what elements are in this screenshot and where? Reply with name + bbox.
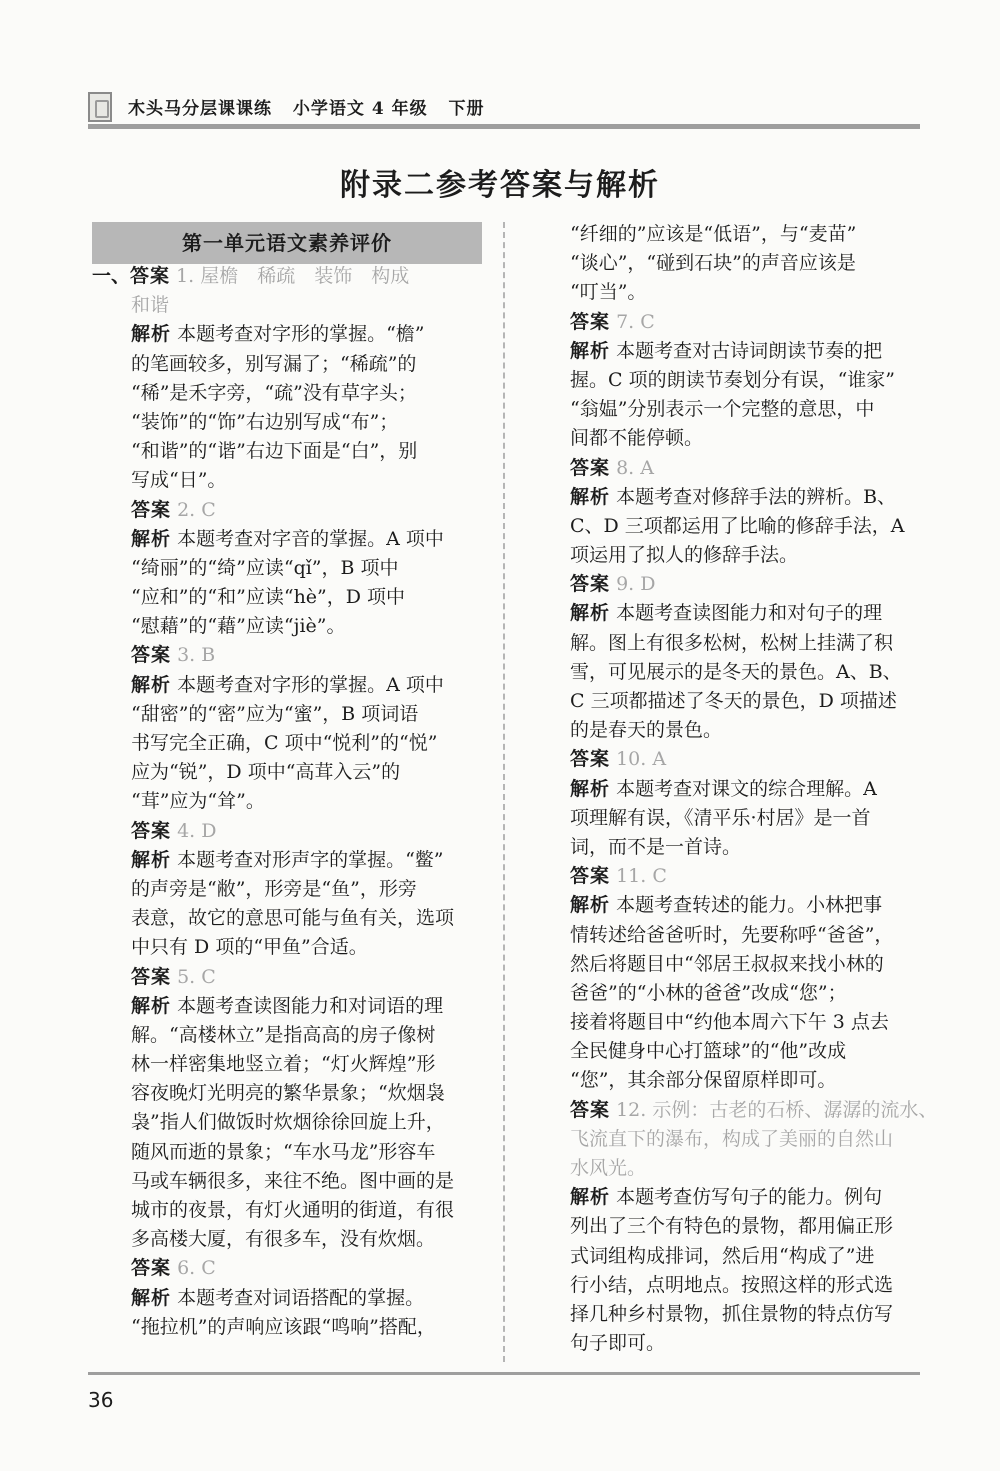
text-line <box>92 1225 487 1254</box>
body-text: 多高楼大厦，有很多车，没有炊烟。 <box>131 1228 436 1251</box>
answer-label: 答案 <box>131 965 172 988</box>
book-logo-icon <box>88 92 112 122</box>
body-text: 择几种乡村景物，抓住景物的特点仿写 <box>570 1302 894 1325</box>
answer-value-continued: 和谐 <box>131 294 170 317</box>
text-line <box>570 775 926 804</box>
text-line <box>570 1271 926 1300</box>
text-line <box>92 904 487 933</box>
text-line <box>92 612 487 641</box>
body-text: “茸”应为“耸”。 <box>131 790 265 813</box>
answer-value: 2. C <box>177 498 216 521</box>
answer-value-continued: 飞流直下的瀑布，构成了美丽的自然山 <box>570 1127 894 1150</box>
body-text: 间都不能停顿。 <box>570 427 704 450</box>
text-line <box>570 658 926 687</box>
answer-value: 6. C <box>177 1257 216 1280</box>
text-line <box>92 320 487 349</box>
section-number: 一、 <box>92 265 131 287</box>
analysis-label: 解析 <box>570 894 611 917</box>
body-text: “叮当”。 <box>570 281 647 304</box>
text-line <box>570 512 926 541</box>
body-text: 解。图上有很多松树，松树上挂满了积 <box>570 631 894 654</box>
answer-label: 答案 <box>570 748 611 771</box>
text-line <box>92 963 487 992</box>
text-line <box>92 875 487 904</box>
text-line <box>570 483 926 512</box>
answer-label: 答案 <box>130 265 171 287</box>
answer-value: 5. C <box>177 965 216 988</box>
body-text: “纤细的”应该是“低语”，与“麦苗” <box>570 223 857 245</box>
right-column <box>570 220 938 1358</box>
left-column <box>92 262 487 1342</box>
text-line <box>92 1138 487 1167</box>
analysis-text: 本题考查对字音的掌握。A 项中 <box>177 527 444 550</box>
text-line <box>92 291 487 320</box>
text-line <box>570 1242 926 1271</box>
text-line <box>570 1329 926 1358</box>
analysis-label: 解析 <box>570 339 611 362</box>
text-line <box>92 992 487 1021</box>
answer-value: 7. C <box>616 310 655 333</box>
text-line <box>92 1021 487 1050</box>
text-line <box>92 525 487 554</box>
text-line <box>570 1096 938 1125</box>
body-text: 随风而逝的景象；“车水马龙”形容车 <box>131 1140 436 1163</box>
body-text: 全民健身中心打篮球”的“他”改成 <box>570 1040 847 1063</box>
body-text: 林一样密集地竖立着；“灯火辉煌”形 <box>131 1053 436 1076</box>
text-line <box>92 466 487 495</box>
text-line <box>570 1154 926 1183</box>
text-line <box>570 424 926 453</box>
text-line <box>92 1050 487 1079</box>
body-text: “甜密”的“密”应为“蜜”，B 项词语 <box>131 702 419 725</box>
text-line <box>92 554 487 583</box>
text-line <box>92 1108 487 1137</box>
text-line <box>92 408 487 437</box>
text-line <box>92 350 487 379</box>
analysis-label: 解析 <box>131 994 172 1017</box>
answer-label: 答案 <box>131 498 172 521</box>
text-line <box>92 1313 487 1342</box>
body-text: “您”，其余部分保留原样即可。 <box>570 1069 837 1092</box>
text-line <box>92 496 487 525</box>
text-line <box>570 921 926 950</box>
body-text: 句子即可。 <box>570 1332 666 1355</box>
header-rule <box>88 124 920 129</box>
body-text: 书写完全正确，C 项中“悦利”的“悦” <box>131 732 438 754</box>
text-line <box>570 891 926 920</box>
text-line <box>570 278 926 307</box>
text-line <box>570 599 926 628</box>
answer-value: 11. C <box>616 865 667 888</box>
body-text: 解。“高楼林立”是指高高的房子像树 <box>131 1023 436 1046</box>
answer-label: 答案 <box>570 1098 611 1121</box>
body-text: “拖拉机”的声响应该跟“鸣响”搭配， <box>131 1315 436 1338</box>
body-text: 雪，可见展示的是冬天的景色。A、B、 <box>570 660 902 683</box>
analysis-text: 本题考查对课文的综合理解。A <box>616 777 877 800</box>
text-line <box>92 1079 487 1108</box>
series-name: 木头马分层课课练 <box>128 99 272 119</box>
text-line <box>92 700 487 729</box>
text-line <box>570 249 926 278</box>
answer-value: 8. A <box>616 456 654 479</box>
body-text: 项理解有误，《清平乐·村居》是一首 <box>570 806 871 829</box>
body-text: 中只有 D 项的“甲鱼”合适。 <box>131 936 368 959</box>
text-line <box>92 1167 487 1196</box>
text-line <box>92 583 487 612</box>
answer-label: 答案 <box>131 644 172 667</box>
body-text: 的是春天的景色。 <box>570 719 723 742</box>
text-line <box>570 833 926 862</box>
analysis-text: 本题考查对形声字的掌握。“鳖” <box>177 848 444 871</box>
body-text: 袅”指人们做饭时炊烟徐徐回旋上升， <box>131 1111 445 1134</box>
analysis-label: 解析 <box>131 1286 172 1309</box>
text-line <box>570 337 926 366</box>
analysis-text: 本题考查读图能力和对句子的理 <box>616 602 883 625</box>
body-text: 的声旁是“敝”，形旁是“鱼”，形旁 <box>131 877 417 900</box>
text-line <box>92 787 487 816</box>
body-text: 情转述给爸爸听时，先要称呼“爸爸”， <box>570 923 894 946</box>
answer-label: 答案 <box>570 573 611 596</box>
answer-value: 3. B <box>177 644 216 667</box>
text-line <box>570 979 926 1008</box>
analysis-label: 解析 <box>131 673 172 696</box>
answer-label: 答案 <box>570 310 611 333</box>
answer-value-continued: 水风光。 <box>570 1157 647 1179</box>
text-line <box>570 220 926 249</box>
text-line <box>92 1196 487 1225</box>
text-line <box>570 1300 926 1329</box>
answer-value: 1. 屋檐 稀疏 装饰 构成 <box>176 265 410 287</box>
body-text: 接着将题目中“约他本周六下午 3 点去 <box>570 1011 889 1034</box>
text-line <box>570 308 926 337</box>
body-text: 的笔画较多，别写漏了；“稀疏”的 <box>131 352 417 375</box>
text-line <box>92 1284 487 1313</box>
text-line <box>570 454 926 483</box>
text-line <box>570 541 926 570</box>
text-line <box>570 950 926 979</box>
body-text: 握。C 项的朗读节奏划分有误，“谁家” <box>570 368 896 391</box>
text-line <box>570 1008 926 1037</box>
answer-value: 4. D <box>177 819 217 842</box>
body-text: “翁媪”分别表示一个完整的意思，中 <box>570 398 875 421</box>
volume: 下册 <box>448 99 485 119</box>
page-title: 附录二参考答案与解析 <box>340 168 660 203</box>
body-text: “装饰”的“饰”右边别写成“布”； <box>131 410 399 433</box>
body-text: 表意，故它的意思可能与鱼有关，选项 <box>131 907 455 930</box>
answer-label: 答案 <box>131 819 172 842</box>
analysis-label: 解析 <box>131 848 172 871</box>
body-text: 列出了三个有特色的景物，都用偏正形 <box>570 1215 894 1238</box>
answer-value: 12. 示例：古老的石桥、潺潺的流水、 <box>616 1098 938 1121</box>
page-number: 36 <box>88 1388 114 1412</box>
text-line <box>92 758 487 787</box>
analysis-label: 解析 <box>131 527 172 550</box>
body-text: 城市的夜景，有灯火通明的街道，有很 <box>131 1199 455 1221</box>
analysis-label: 解析 <box>570 777 611 800</box>
text-line <box>570 366 926 395</box>
body-text: 容夜晚灯光明亮的繁华景象；“炊烟袅 <box>131 1082 445 1105</box>
text-line <box>570 716 926 745</box>
text-line <box>92 1254 487 1283</box>
body-text: 然后将题目中“邻居王叔叔来找小林的 <box>570 952 884 975</box>
answer-label: 答案 <box>131 1257 172 1280</box>
analysis-text: 本题考查对古诗词朗读节奏的把 <box>616 339 883 362</box>
text-line <box>92 933 487 962</box>
text-line <box>92 846 487 875</box>
answer-label: 答案 <box>570 456 611 479</box>
text-line <box>570 1125 926 1154</box>
column-divider <box>503 222 505 1362</box>
text-line <box>570 1183 926 1212</box>
text-line <box>92 817 487 846</box>
text-line <box>92 729 487 758</box>
analysis-text: 本题考查读图能力和对词语的理 <box>177 994 444 1017</box>
answer-label: 答案 <box>570 865 611 888</box>
analysis-label: 解析 <box>570 485 611 508</box>
text-line <box>570 804 926 833</box>
body-text: 写成“日”。 <box>131 469 227 492</box>
footer-rule <box>88 1372 920 1375</box>
body-text: “应和”的“和”应读“hè”，D 项中 <box>131 586 406 609</box>
body-text: 词，而不是一首诗。 <box>570 835 742 858</box>
analysis-text: 本题考查对修辞手法的辨析。B、 <box>616 485 897 508</box>
text-line <box>570 745 926 774</box>
analysis-text: 本题考查对字形的掌握。“檐” <box>177 323 425 346</box>
text-line <box>570 629 926 658</box>
body-text: C、D 三项都运用了比喻的修辞手法，A <box>570 514 905 537</box>
body-text: 爸爸”的“小林的爸爸”改成“您”； <box>570 981 847 1004</box>
body-text: “和谐”的“谐”右边下面是“白”，别 <box>131 440 418 463</box>
answer-value: 9. D <box>616 573 656 596</box>
analysis-label: 解析 <box>570 1186 611 1209</box>
analysis-label: 解析 <box>570 602 611 625</box>
text-line <box>570 1037 926 1066</box>
body-text: “绮丽”的“绮”应读“qǐ”，B 项中 <box>131 556 399 579</box>
body-text: 项运用了拟人的修辞手法。 <box>570 544 799 567</box>
unit-title-banner: 第一单元语文素养评价 <box>92 222 482 264</box>
text-line <box>92 379 487 408</box>
analysis-text: 本题考查对字形的掌握。A 项中 <box>177 673 444 696</box>
text-line <box>92 641 487 670</box>
body-text: “谈心”，“碰到石块”的声音应该是 <box>570 252 856 275</box>
text-line <box>570 687 926 716</box>
text-line <box>570 1212 926 1241</box>
body-text: “慰藉”的“藉”应读“jiè”。 <box>131 615 346 638</box>
analysis-text: 本题考查对词语搭配的掌握。 <box>177 1286 425 1309</box>
text-line <box>570 1066 926 1095</box>
body-text: 行小结，点明地点。按照这样的形式选 <box>570 1273 894 1296</box>
analysis-label: 解析 <box>131 323 172 346</box>
subject-grade: 小学语文 4 年级 <box>292 99 428 119</box>
body-text: 应为“锐”，D 项中“高茸入云”的 <box>131 761 401 784</box>
text-line <box>92 671 487 700</box>
header-text <box>128 94 499 119</box>
text-line <box>92 262 487 291</box>
body-text: C 三项都描述了冬天的景色，D 项描述 <box>570 690 897 712</box>
body-text: 马或车辆很多，来往不绝。图中画的是 <box>131 1169 455 1192</box>
analysis-text: 本题考查转述的能力。小林把事 <box>616 894 883 917</box>
answer-value: 10. A <box>616 748 667 771</box>
text-line <box>570 395 926 424</box>
text-line <box>570 570 926 599</box>
analysis-text: 本题考查仿写句子的能力。例句 <box>616 1186 883 1209</box>
text-line <box>92 437 487 466</box>
text-line <box>570 862 926 891</box>
body-text: 式词组构成排词，然后用“构成了”进 <box>570 1244 875 1267</box>
body-text: “稀”是禾字旁，“疏”没有草字头； <box>131 381 417 404</box>
